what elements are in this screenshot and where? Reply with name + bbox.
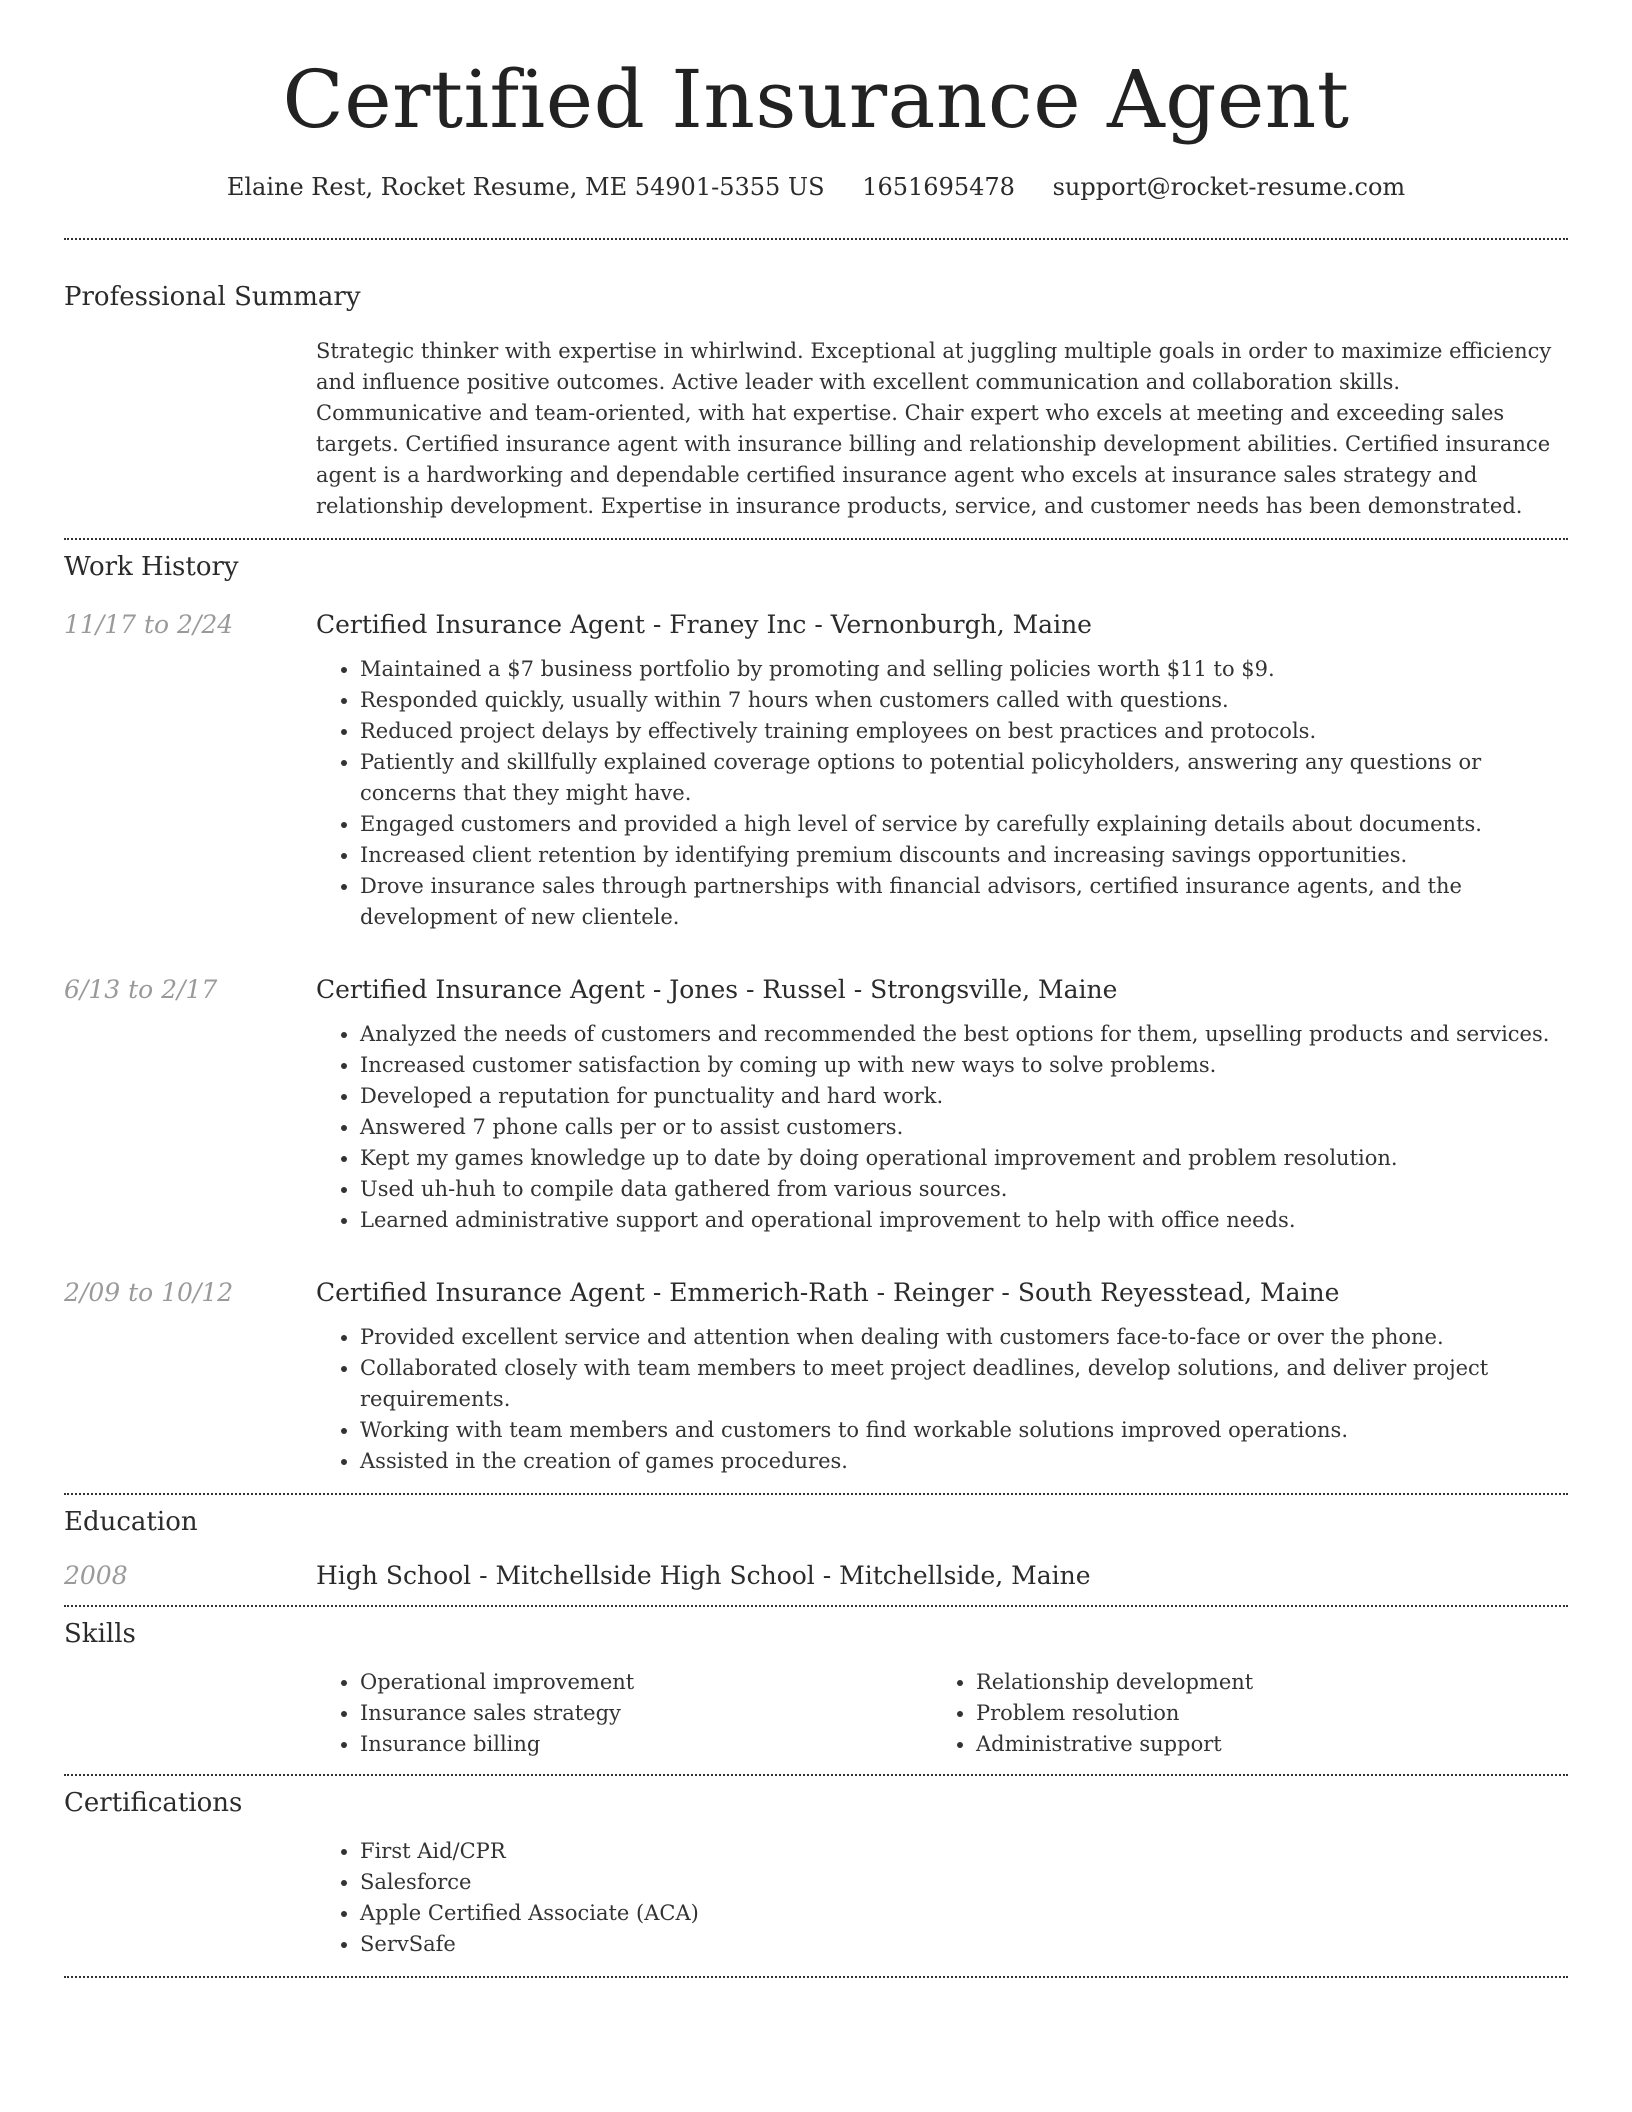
education-entry-date: 2008 xyxy=(64,1561,128,1590)
list-item: • Engaged customers and provided a high level of service by carefully explaining details about documents. xyxy=(360,809,1568,840)
section-title-skills: Skills xyxy=(64,1619,136,1649)
certifications-section xyxy=(64,1786,1568,1960)
section-title-summary: Professional Summary xyxy=(64,282,361,312)
list-item: • Used uh-huh to compile data gathered from various sources. xyxy=(360,1174,1568,1205)
education-entry-title: High School - Mitchellside High School - Mitchellside, Maine xyxy=(316,1561,1091,1590)
work-entry xyxy=(64,1276,1568,1477)
list-item: • Learned administrative support and operational improvement to help with office needs. xyxy=(360,1205,1568,1236)
divider xyxy=(64,1774,1568,1776)
work-entry xyxy=(64,973,1568,1236)
list-item: • Analyzed the needs of customers and recommended the best options for them, upselling products and services. xyxy=(360,1019,1568,1050)
certification-item: • ServSafe xyxy=(360,1929,1568,1960)
work-entry-dates: 2/09 to 10/12 xyxy=(64,1278,234,1307)
list-item: • Reduced project delays by effectively training employees on best practices and protocols. xyxy=(360,716,1568,747)
skill-item: • Problem resolution xyxy=(976,1698,1548,1729)
section-title-education: Education xyxy=(64,1507,198,1537)
skill-item: • Insurance billing xyxy=(360,1729,932,1760)
work-entry-title: Certified Insurance Agent - Franey Inc - Vernonburgh, Maine xyxy=(316,610,1092,639)
work-entry xyxy=(64,608,1568,933)
divider xyxy=(64,1493,1568,1495)
skills-list-right xyxy=(932,1667,1548,1760)
work-entry-title: Certified Insurance Agent - Emmerich-Rath - Reinger - South Reyesstead, Maine xyxy=(316,1278,1340,1307)
work-entry-bullets xyxy=(316,1019,1568,1236)
work-entry-bullets xyxy=(316,1322,1568,1477)
divider xyxy=(64,1976,1568,1978)
summary-section xyxy=(64,280,1568,522)
skill-item: • Insurance sales strategy xyxy=(360,1698,932,1729)
certification-item: • Apple Certified Associate (ACA) xyxy=(360,1898,1568,1929)
certification-item: • First Aid/CPR xyxy=(360,1836,1568,1867)
contact-email: support@rocket-resume.com xyxy=(1052,173,1406,201)
work-entry-title: Certified Insurance Agent - Jones - Russel - Strongsville, Maine xyxy=(316,975,1118,1004)
section-title-work-history: Work History xyxy=(64,552,239,582)
skills-columns xyxy=(316,1667,1568,1760)
list-item: • Increased customer satisfaction by coming up with new ways to solve problems. xyxy=(360,1050,1568,1081)
list-item: • Collaborated closely with team members to meet project deadlines, develop solutions, and deliver project requirements. xyxy=(360,1353,1568,1415)
work-entry-body xyxy=(316,973,1568,1236)
work-entry-body xyxy=(316,1276,1568,1477)
skill-item: • Relationship development xyxy=(976,1667,1548,1698)
list-item: • Developed a reputation for punctuality and hard work. xyxy=(360,1081,1568,1112)
list-item: • Provided excellent service and attention when dealing with customers face-to-face or over the phone. xyxy=(360,1322,1568,1353)
skills-section xyxy=(64,1617,1568,1760)
work-history-section xyxy=(64,550,1568,1477)
certifications-list-wrap xyxy=(316,1836,1568,1960)
certifications-list xyxy=(316,1836,1568,1960)
list-item: • Answered 7 phone calls per or to assist customers. xyxy=(360,1112,1568,1143)
education-section xyxy=(64,1505,1568,1593)
summary-text: Strategic thinker with expertise in whirlwind. Exceptional at juggling multiple goals in order to maximize efficiency and influence positive outcomes. Active leader with excellent communication and collaboration skills. Communicative and team-oriented, with hat expertise. Chair expert who excels at meeting and exceeding sales targets. Certified insurance agent with insurance billing and relationship development abilities. Certified insurance agent is a hardworking and dependable certified insurance agent who excels at insurance sales strategy and relationship development. Expertise in insurance products, service, and customer needs has been demonstrated. xyxy=(316,339,1552,518)
divider xyxy=(64,238,1568,240)
skills-list-left xyxy=(316,1667,932,1760)
resume-title: Certified Insurance Agent xyxy=(282,53,1350,146)
divider xyxy=(64,538,1568,540)
list-item: • Assisted in the creation of games procedures. xyxy=(360,1446,1568,1477)
contact-line xyxy=(64,170,1568,204)
education-entry-body xyxy=(316,1559,1568,1593)
list-item: • Increased client retention by identifying premium discounts and increasing savings opportunities. xyxy=(360,840,1568,871)
skill-item: • Administrative support xyxy=(976,1729,1548,1760)
section-title-certifications: Certifications xyxy=(64,1788,243,1818)
list-item: • Maintained a $7 business portfolio by promoting and selling policies worth $11 to $9. xyxy=(360,654,1568,685)
work-entry-bullets xyxy=(316,654,1568,933)
skill-item: • Operational improvement xyxy=(360,1667,932,1698)
contact-address: Elaine Rest, Rocket Resume, ME 54901-5355 US xyxy=(226,173,825,201)
work-entry-dates: 6/13 to 2/17 xyxy=(64,975,218,1004)
certification-item: • Salesforce xyxy=(360,1867,1568,1898)
list-item: • Working with team members and customers to find workable solutions improved operations. xyxy=(360,1415,1568,1446)
work-entry-body xyxy=(316,608,1568,933)
contact-phone: 1651695478 xyxy=(862,173,1015,201)
list-item: • Patiently and skillfully explained coverage options to potential policyholders, answering any questions or concerns that they might have. xyxy=(360,747,1568,809)
divider xyxy=(64,1605,1568,1607)
list-item: • Kept my games knowledge up to date by doing operational improvement and problem resolution. xyxy=(360,1143,1568,1174)
list-item: • Drove insurance sales through partnerships with financial advisors, certified insurance agents, and the development of new clientele. xyxy=(360,871,1568,933)
work-entry-dates: 11/17 to 2/24 xyxy=(64,610,234,639)
education-entry xyxy=(64,1559,1568,1593)
list-item: • Responded quickly, usually within 7 hours when customers called with questions. xyxy=(360,685,1568,716)
